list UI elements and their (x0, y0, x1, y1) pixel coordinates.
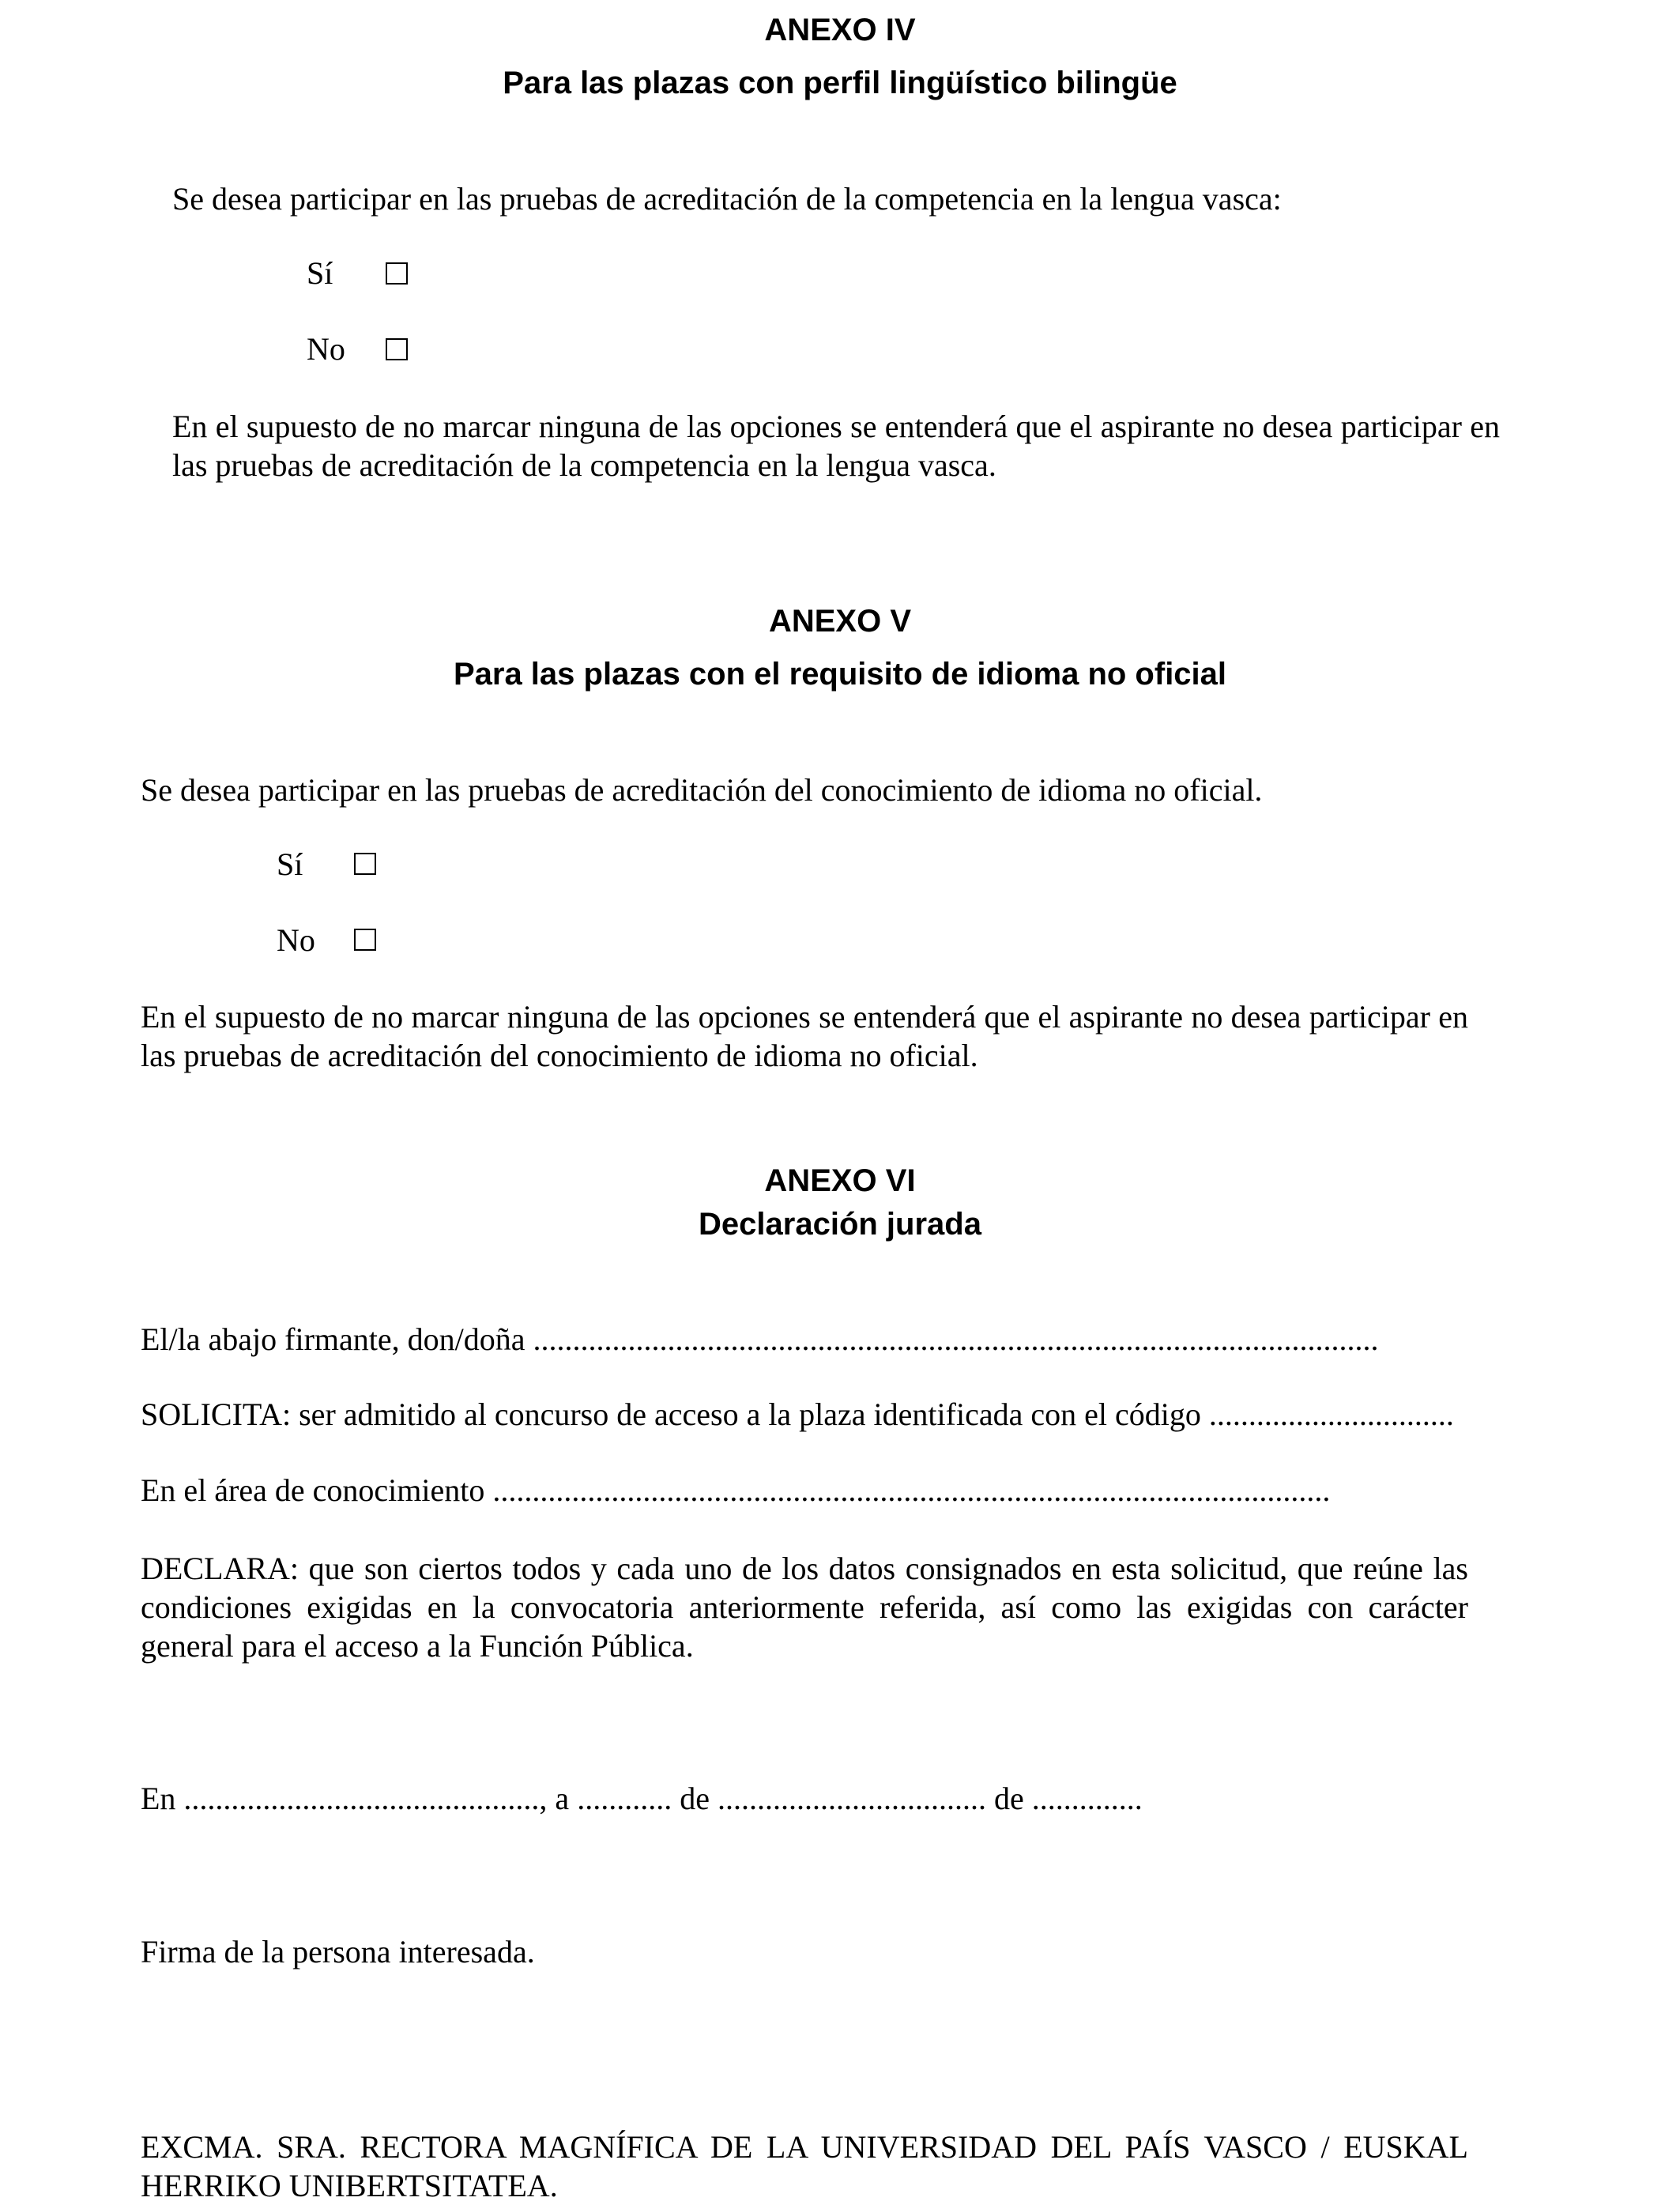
anexo-v-question: Se desea participar en las pruebas de acreditación del conocimiento de idioma no oficial. (141, 772, 1263, 808)
anexo-v-title: ANEXO V (768, 604, 912, 639)
anexo-v-option-no-label: No (277, 922, 315, 958)
anexo-v-note: En el supuesto de no marcar ninguna de las opciones se entenderá que el aspirante no desea participar en las pruebas de acreditación del conocimiento de idioma no oficial. (141, 999, 1468, 1073)
anexo-vi-title: ANEXO VI (764, 1163, 916, 1198)
anexo-v-yes-checkbox[interactable] (354, 853, 376, 875)
area-line: En el área de conocimiento .......................................................................................................... (141, 1472, 1331, 1508)
anexo-iv-yes-checkbox[interactable] (386, 262, 408, 285)
declara-paragraph: DECLARA: que son ciertos todos y cada uno de los datos consignados en esta solicitud, que reúne las condiciones exigidas en la convocatoria anteriormente referida, así como las exigidas con carácter general para el acceso a la Función Pública. (141, 1551, 1468, 1664)
anexo-iv-title: ANEXO IV (764, 13, 916, 47)
firmante-line: El/la abajo firmante, don/doña ........................................................................................................... (141, 1321, 1379, 1357)
anexo-iv-option-yes-label: Sí (307, 255, 333, 291)
destinatario: EXCMA. SRA. RECTORA MAGNÍFICA DE LA UNIVERSIDAD DEL PAÍS VASCO / EUSKAL HERRIKO UNIBERTSITATEA. (141, 2129, 1468, 2203)
firma-label: Firma de la persona interesada. (141, 1934, 535, 1969)
lugar-fecha-line: En ............................................., a ............ de .................................. de .............. (141, 1781, 1143, 1816)
anexo-v-subtitle: Para las plazas con el requisito de idioma no oficial (453, 657, 1227, 692)
anexo-vi-subtitle: Declaración jurada (699, 1207, 981, 1242)
anexo-iv-no-checkbox[interactable] (386, 338, 408, 360)
anexo-iv-question: Se desea participar en las pruebas de acreditación de la competencia en la lengua vasca: (172, 181, 1282, 217)
anexo-iv-subtitle: Para las plazas con perfil lingüístico bilingüe (503, 66, 1177, 100)
anexo-iv-option-no-label: No (307, 331, 345, 367)
anexo-v-option-yes-label: Sí (277, 846, 303, 882)
anexo-v-no-checkbox[interactable] (354, 929, 376, 951)
anexo-iv-note: En el supuesto de no marcar ninguna de las opciones se entenderá que el aspirante no desea participar en las pruebas de acreditación de la competencia en la lengua vasca. (172, 409, 1500, 483)
solicita-line: SOLICITA: ser admitido al concurso de acceso a la plaza identificada con el código ............................... (141, 1396, 1454, 1432)
